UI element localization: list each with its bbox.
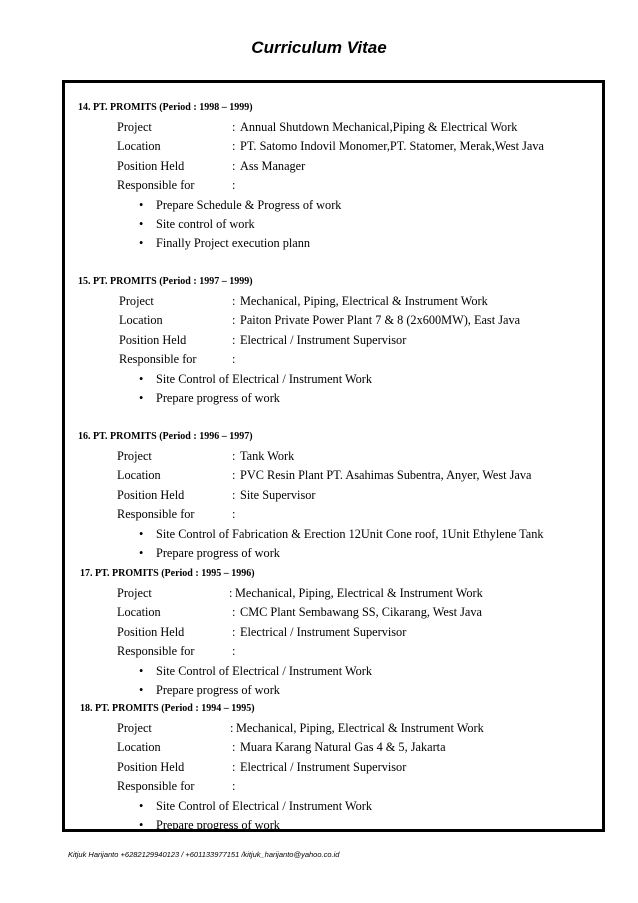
colon: :: [232, 507, 236, 522]
job-entry: [65, 565, 605, 700]
project-label: Project: [117, 449, 152, 463]
position-label: Position Held: [117, 158, 185, 173]
duty-item: [117, 662, 605, 681]
duty-text: Prepare progress of work: [156, 545, 280, 560]
duty-item: [117, 215, 605, 234]
location-value: Muara Karang Natural Gas 4 & 5, Jakarta: [240, 740, 446, 755]
duty-text: Prepare progress of work: [156, 682, 280, 697]
entry-heading: 15. PT. PROMITS (Period : 1997 – 1999): [78, 276, 253, 287]
job-entry: [65, 700, 605, 835]
duty-item: [117, 797, 605, 816]
colon: :: [232, 779, 236, 794]
colon: :: [232, 294, 236, 308]
bullet-icon: •: [139, 390, 144, 405]
duty-item: [117, 544, 605, 563]
cv-frame: [62, 80, 605, 832]
bullet-icon: •: [139, 216, 144, 231]
position-value: Site Supervisor: [240, 487, 316, 502]
duty-item: [117, 816, 605, 835]
duty-text: Finally Project execution plann: [156, 236, 311, 251]
entry-heading: 16. PT. PROMITS (Period : 1996 – 1997): [78, 431, 253, 442]
position-label: Position Held: [117, 759, 185, 774]
position-label: Position Held: [117, 624, 185, 639]
colon: :: [232, 313, 236, 328]
colon: :: [232, 468, 236, 483]
project-label: Project: [119, 294, 154, 308]
responsibility-row: [117, 505, 605, 524]
position-row: [117, 758, 605, 777]
colon: :: [232, 449, 236, 463]
colon: :: [232, 605, 236, 620]
project-row: [117, 719, 605, 738]
duty-text: Prepare progress of work: [156, 390, 280, 405]
location-label: Location: [119, 313, 163, 328]
location-label: Location: [117, 740, 161, 755]
location-row: [119, 311, 605, 330]
entry-heading: 18. PT. PROMITS (Period : 1994 – 1995): [80, 703, 255, 714]
project-value: Tank Work: [240, 449, 295, 463]
location-value: PT. Satomo Indovil Monomer,PT. Statomer, Merak,West Java: [240, 139, 544, 154]
responsibility-label: Responsible for: [119, 352, 197, 367]
responsibility-row: [117, 176, 605, 195]
duty-item: [119, 389, 605, 408]
duty-item: [119, 370, 605, 389]
project-label: Project: [117, 120, 152, 134]
location-row: [117, 137, 605, 156]
project-value: Mechanical, Piping, Electrical & Instrument Work: [240, 294, 488, 308]
entry-heading: 17. PT. PROMITS (Period : 1995 – 1996): [80, 568, 255, 579]
project-label: Project: [117, 721, 152, 735]
duty-item: [117, 525, 605, 544]
responsibility-label: Responsible for: [117, 178, 195, 193]
duty-text: Site control of work: [156, 216, 255, 231]
bullet-icon: •: [139, 545, 144, 560]
location-value: Paiton Private Power Plant 7 & 8 (2x600MW), East Java: [240, 313, 521, 328]
position-value: Electrical / Instrument Supervisor: [240, 332, 407, 347]
location-value: PVC Resin Plant PT. Asahimas Subentra, Anyer, West Java: [240, 468, 532, 483]
job-entry: [65, 99, 605, 254]
bullet-icon: •: [139, 197, 144, 212]
position-value: Ass Manager: [240, 158, 306, 173]
colon: :: [232, 740, 236, 755]
location-row: [117, 738, 605, 757]
job-entry: [65, 428, 605, 563]
entry-heading: 14. PT. PROMITS (Period : 1998 – 1999): [78, 102, 253, 113]
bullet-icon: •: [139, 526, 144, 541]
colon: :: [232, 120, 236, 134]
colon: :: [232, 759, 236, 774]
page-title: Curriculum Vitae: [251, 38, 387, 57]
project-value: Mechanical, Piping, Electrical & Instrument Work: [235, 586, 483, 600]
location-row: [117, 603, 605, 622]
bullet-icon: •: [139, 236, 144, 251]
responsibility-label: Responsible for: [117, 644, 195, 659]
colon: :: [229, 586, 233, 600]
colon: :: [232, 158, 236, 173]
colon: :: [232, 624, 236, 639]
duty-text: Prepare Schedule & Progress of work: [156, 197, 342, 212]
colon: :: [232, 352, 236, 367]
duty-text: Site Control of Fabrication & Erection 12Unit Cone roof, 1Unit Ethylene Tank: [156, 526, 544, 541]
duty-item: [117, 196, 605, 215]
duty-text: Site Control of Electrical / Instrument Work: [156, 663, 372, 678]
position-row: [117, 157, 605, 176]
bullet-icon: •: [139, 682, 144, 697]
responsibility-row: [117, 777, 605, 796]
responsibility-label: Responsible for: [117, 507, 195, 522]
duty-text: Site Control of Electrical / Instrument Work: [156, 798, 372, 813]
responsibility-label: Responsible for: [117, 779, 195, 794]
colon: :: [232, 178, 236, 193]
job-entry: [65, 273, 605, 408]
bullet-icon: •: [139, 798, 144, 813]
bullet-icon: •: [139, 371, 144, 386]
footer-contact: Kitjuk Harijanto +6282129940123 / +601133977151 /kitjuk_harijanto@yahoo.co.id: [68, 850, 340, 859]
duty-item: [117, 234, 605, 253]
colon: :: [232, 139, 236, 154]
project-row: [117, 447, 605, 466]
position-row: [117, 623, 605, 642]
location-value: CMC Plant Sembawang SS, Cikarang, West Java: [240, 605, 482, 620]
project-value: Mechanical, Piping, Electrical & Instrument Work: [236, 721, 484, 735]
responsibility-row: [117, 642, 605, 661]
duty-item: [117, 681, 605, 700]
location-label: Location: [117, 139, 161, 154]
colon: :: [232, 332, 236, 347]
position-label: Position Held: [117, 487, 185, 502]
colon: :: [232, 644, 236, 659]
position-label: Position Held: [119, 332, 187, 347]
position-row: [119, 331, 605, 350]
project-row: [117, 118, 605, 137]
location-label: Location: [117, 605, 161, 620]
duty-text: Prepare progress of work: [156, 817, 280, 832]
project-row: [117, 584, 605, 603]
duty-text: Site Control of Electrical / Instrument Work: [156, 371, 372, 386]
bullet-icon: •: [139, 817, 144, 832]
project-row: [119, 292, 605, 311]
colon: :: [230, 721, 234, 735]
colon: :: [232, 487, 236, 502]
position-value: Electrical / Instrument Supervisor: [240, 759, 407, 774]
responsibility-row: [119, 350, 605, 369]
position-value: Electrical / Instrument Supervisor: [240, 624, 407, 639]
project-value: Annual Shutdown Mechanical,Piping & Electrical Work: [240, 120, 518, 134]
location-label: Location: [117, 468, 161, 483]
location-row: [117, 466, 605, 485]
bullet-icon: •: [139, 663, 144, 678]
position-row: [117, 486, 605, 505]
project-label: Project: [117, 586, 152, 600]
